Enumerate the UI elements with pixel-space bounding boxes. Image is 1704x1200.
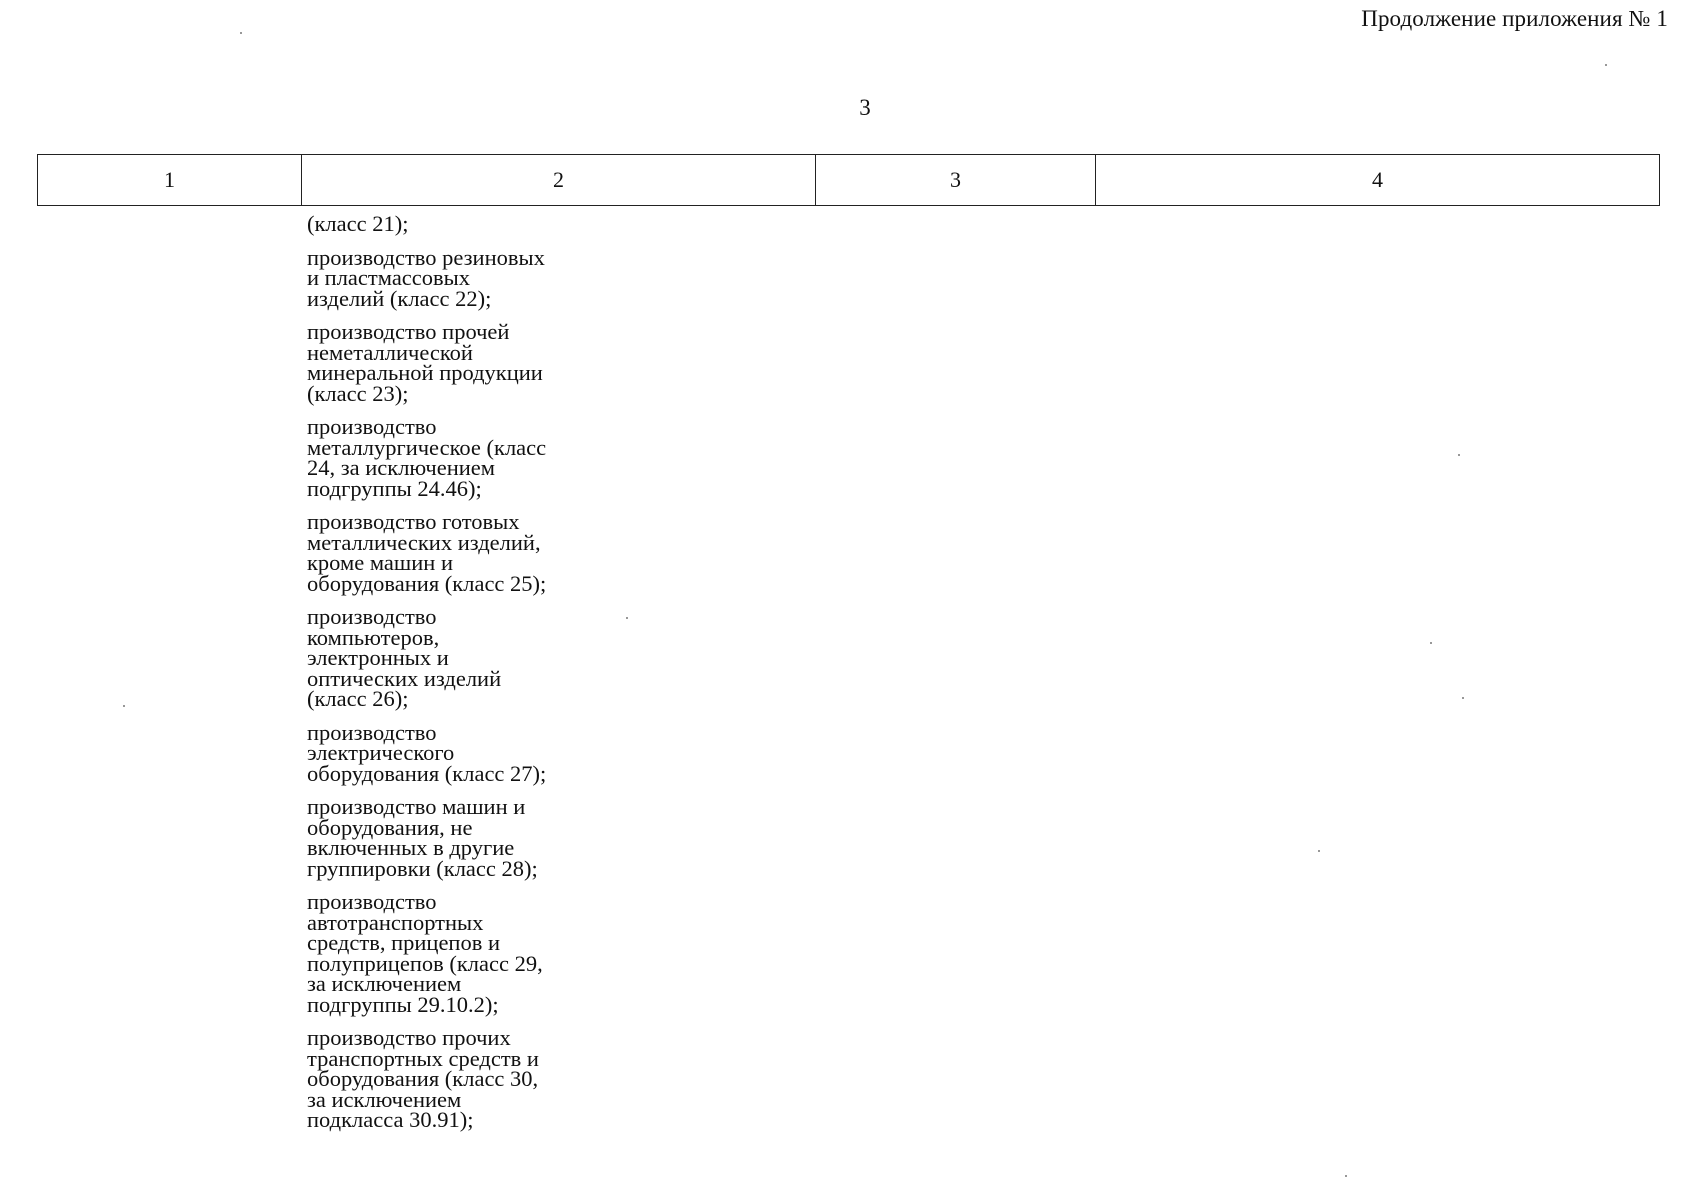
table-header-row	[37, 154, 1660, 206]
page-number: 3	[859, 95, 871, 120]
entry-class-29: производство автотранспортных средств, прицепов и полуприцепов (класс 29, за исключением подгруппы 29.10.2);	[307, 889, 543, 1017]
scan-speck	[1605, 64, 1607, 66]
entry-class-30: производство прочих транспортных средств и оборудования (класс 30, за исключением подкласса 30.91);	[307, 1025, 539, 1132]
scan-speck	[626, 617, 628, 619]
scan-speck	[123, 705, 125, 707]
column-header-2: 2	[302, 155, 816, 205]
column-header-4: 4	[1372, 167, 1383, 192]
scan-speck	[1462, 697, 1464, 699]
scan-speck	[240, 32, 242, 34]
entry-class-23: производство прочей неметаллической минеральной продукции (класс 23);	[307, 319, 543, 406]
column-header-1: 1	[38, 155, 302, 205]
entry-class-21: (класс 21);	[307, 211, 409, 236]
scan-speck	[1318, 850, 1320, 852]
column-2-entries	[307, 211, 607, 1144]
appendix-continuation-label: Продолжение приложения № 1	[1361, 6, 1668, 31]
entry-class-28: производство машин и оборудования, не включенных в другие группировки (класс 28);	[307, 794, 538, 881]
entry-class-27: производство электрического оборудования (класс 27);	[307, 719, 547, 786]
column-header-3: 3	[816, 155, 1096, 205]
entry-class-22: производство резиновых и пластмассовых изделий (класс 22);	[307, 244, 545, 311]
scan-speck	[1430, 642, 1432, 644]
scan-speck	[1458, 454, 1460, 456]
entry-class-25: производство готовых металлических изделий, кроме машин и оборудования (класс 25);	[307, 509, 547, 596]
scan-speck	[1345, 1175, 1347, 1177]
entry-class-24: производство металлургическое (класс 24, за исключением подгруппы 24.46);	[307, 414, 547, 501]
entry-class-26: производство компьютеров, электронных и оптических изделий (класс 26);	[307, 604, 502, 711]
